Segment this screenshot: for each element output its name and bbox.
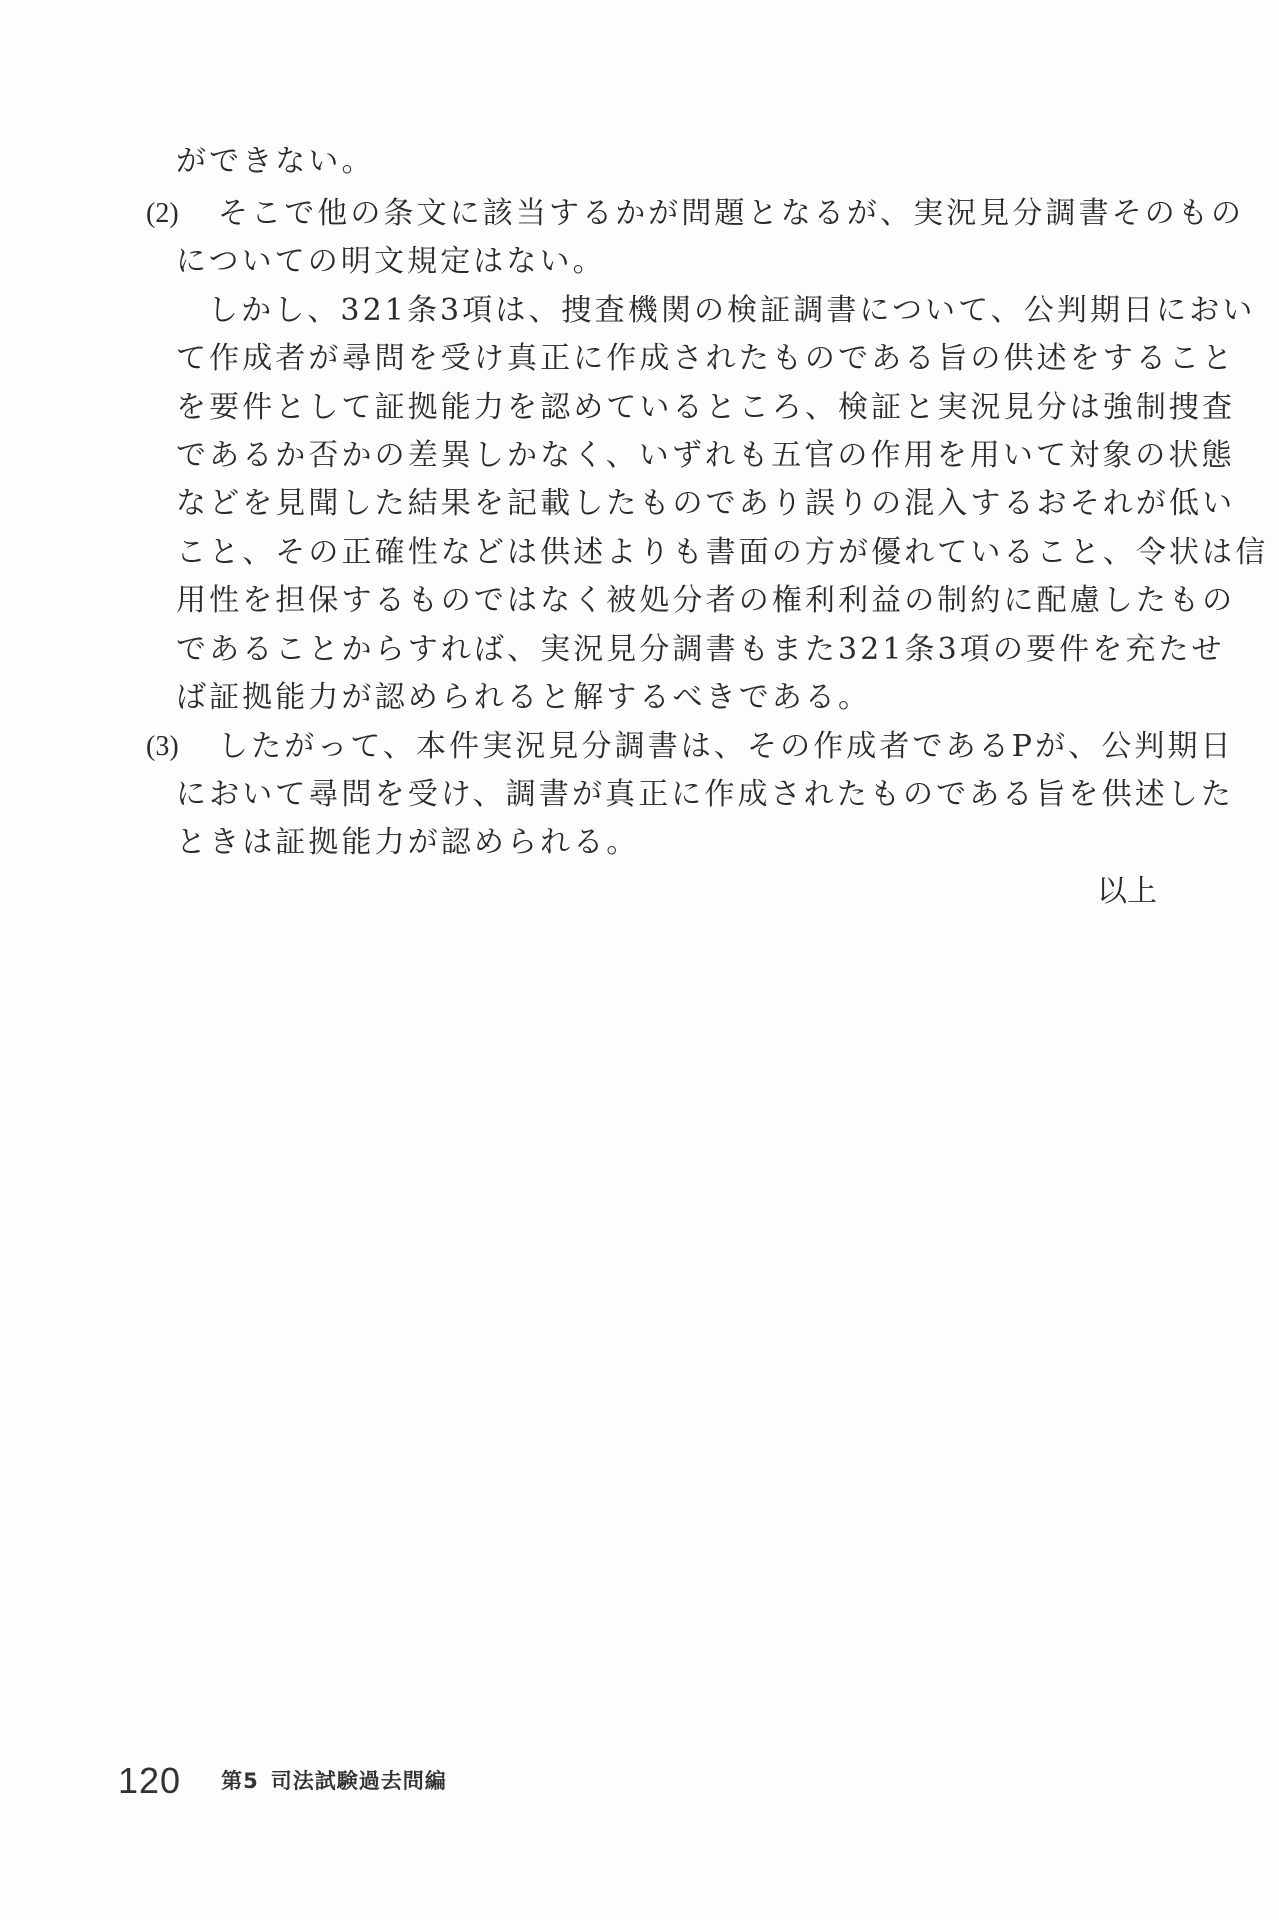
- text-line: であることからすれば、実況見分調書もまた321条3項の要件を充たせ: [176, 632, 1225, 667]
- closing-mark: 以上: [1097, 874, 1157, 909]
- text-line: において尋問を受け、調書が真正に作成されたものである旨を供述した: [176, 777, 1234, 812]
- text-line: ときは証拠能力が認められる。: [176, 825, 640, 860]
- text-line: しかし、321条3項は、捜査機関の検証調書について、公判期日におい: [208, 293, 1256, 328]
- text-line: ば証拠能力が認められると解するべきである。: [176, 680, 872, 715]
- text-line: て作成者が尋問を受け真正に作成されたものである旨の供述をすること: [176, 341, 1236, 376]
- text-line: こと、その正確性などは供述よりも書面の方が優れていること、令状は信: [176, 535, 1269, 570]
- page-number: 120: [118, 1760, 182, 1801]
- text-line: についての明文規定はない。: [176, 244, 606, 279]
- text-line: であるか否かの差異しかなく、いずれも五官の作用を用いて対象の状態: [176, 438, 1235, 473]
- text-line: 用性を担保するものではなく被処分者の権利利益の制約に配慮したもの: [176, 583, 1236, 618]
- chapter-heading: [221, 1765, 447, 1795]
- text-line: そこで他の条文に該当するかが問題となるが、実況見分調書そのもの: [218, 196, 1245, 231]
- item-number: (3): [146, 731, 179, 762]
- chapter-title: 司法試験過去問編: [270, 1769, 447, 1793]
- text-line: などを見聞した結果を記載したものであり誤りの混入するおそれが低い: [176, 486, 1236, 521]
- page-footer: [118, 1757, 447, 1801]
- text-line: したがって、本件実況見分調書は、その作成者であるPが、公判期日: [218, 729, 1234, 764]
- item-number: (2): [146, 198, 179, 229]
- text-line: ができない。: [176, 144, 375, 179]
- text-line: を要件として証拠能力を認めているところ、検証と実況見分は強制捜査: [176, 390, 1236, 425]
- chapter-label: 第5: [221, 1769, 259, 1793]
